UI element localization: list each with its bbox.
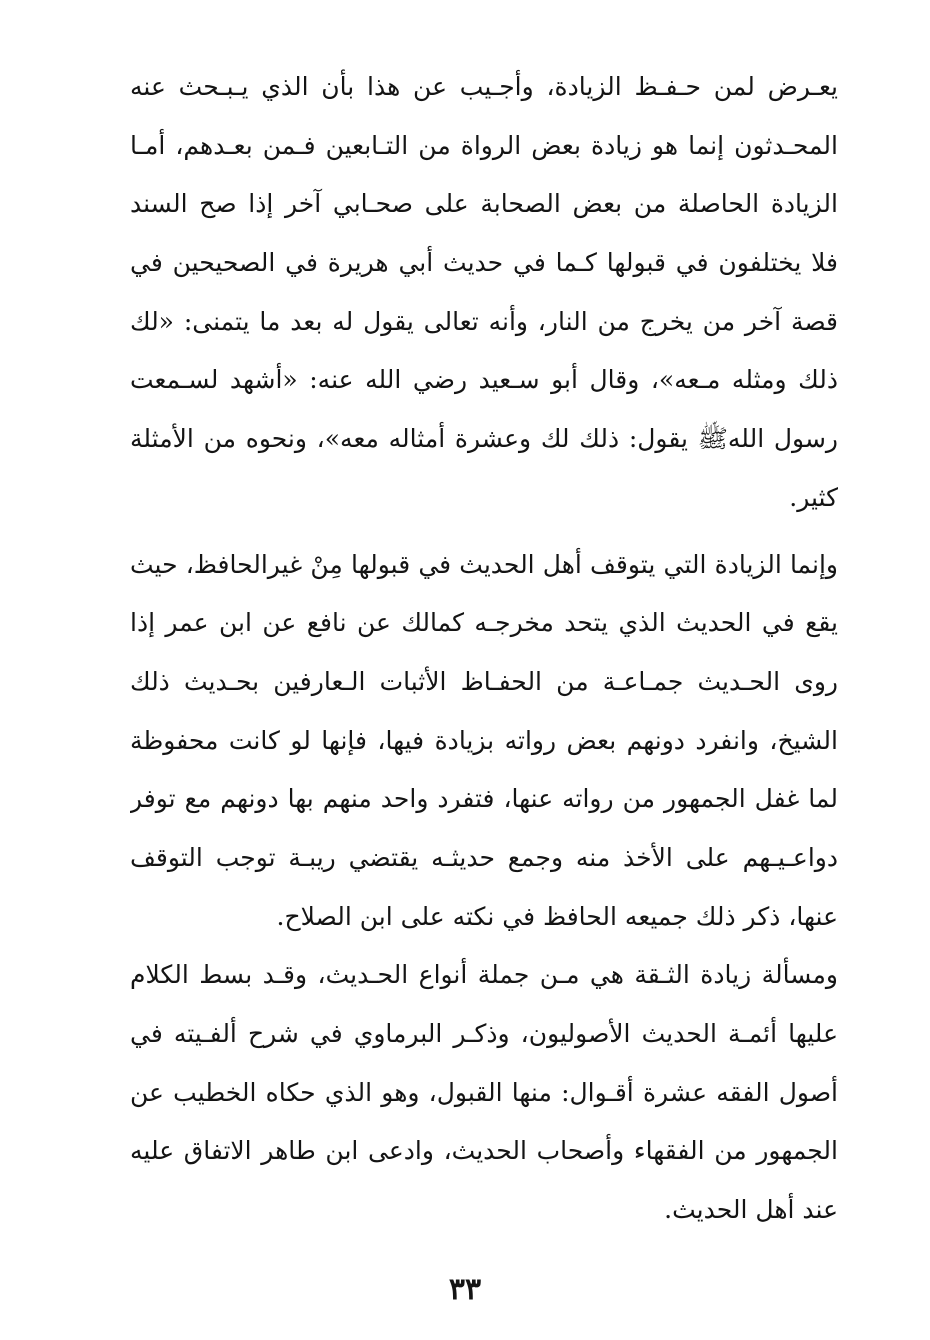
text-line: ومسألة زيادة الثـقة هي مـن جملة أنواع الحـديث، وقـد بسط الكلام xyxy=(130,960,838,990)
text-line: المحـدثون إنما هو زيادة بعض الرواة من التـابعين فـمن بعـدهم، أمـا xyxy=(130,130,838,160)
body-text xyxy=(130,58,838,1240)
page-number: ٣٣ xyxy=(448,1272,482,1307)
text-line: لما غفل الجمهور من رواته عنها، فتفرد واحد منهم بها دونهم مع توفر xyxy=(130,784,838,814)
text-line: أصول الفقه عشرة أقـوال: منها القبول، وهو الذي حكاه الخطيب عن xyxy=(130,1077,838,1107)
text-line: فلا يختلفون في قبولها كـما في حديث أبي هريرة في الصحيحين في xyxy=(130,248,838,278)
paragraph-2 xyxy=(130,536,838,947)
text-line: قصة آخر من يخرج من النار، وأنه تعالى يقول له بعد ما يتمنى: «لك xyxy=(130,306,838,336)
text-line: وإنما الزيادة التي يتوقف أهل الحديث في قبولها مِنْ غيرالحافظ، حيث xyxy=(130,549,838,579)
text-line: الشيخ، وانفرد دونهم بعض رواته بزيادة فيها، فإنها لو كانت محفوظة xyxy=(130,725,838,755)
text-line: روى الحـديث جمـاعـة من الحفـاظ الأثبات الـعارفين بحـديث ذلك xyxy=(130,666,838,696)
text-line: يعـرض لمن حـفـظ الزيادة، وأجـيب عن هذا بأن الذي يـبـحث عنه xyxy=(130,72,838,101)
paragraph-3 xyxy=(130,946,838,1239)
text-line: يقع في الحديث الذي يتحد مخرجـه كمالك عن نافع عن ابن عمر إذا xyxy=(130,608,838,638)
text-line: الجمهور من الفقهاء وأصحاب الحديث، وادعى ابن طاهر الاتفاق عليه xyxy=(130,1136,838,1166)
text-line: عند أهل الحديث. xyxy=(664,1195,838,1225)
paragraph-1 xyxy=(130,58,838,528)
text-line: دواعـيـهم على الأخذ منه وجمع حديثـه يقتضي ريبـة توجب التوقف xyxy=(130,842,838,872)
text-line: ذلك ومثله مـعه»، وقال أبو سـعيد رضي الله عنه: «أشهد لسـمعت xyxy=(130,365,838,395)
text-line: الزيادة الحاصلة من بعض الصحابة على صحـابي آخر إذا صح السند xyxy=(130,189,838,219)
text-line: رسول اللهﷺ يقول: ذلك لك وعشرة أمثاله معه»، ونحوه من الأمثلة xyxy=(130,424,838,454)
text-line: كثير. xyxy=(789,482,838,512)
text-line: عنها، ذكر ذلك جميعه الحافظ في نكته على ابن الصلاح. xyxy=(276,901,838,931)
text-line: عليها أئمـة الحديث الأصوليون، وذكـر البرماوي في شرح ألفـيته في xyxy=(130,1019,838,1048)
